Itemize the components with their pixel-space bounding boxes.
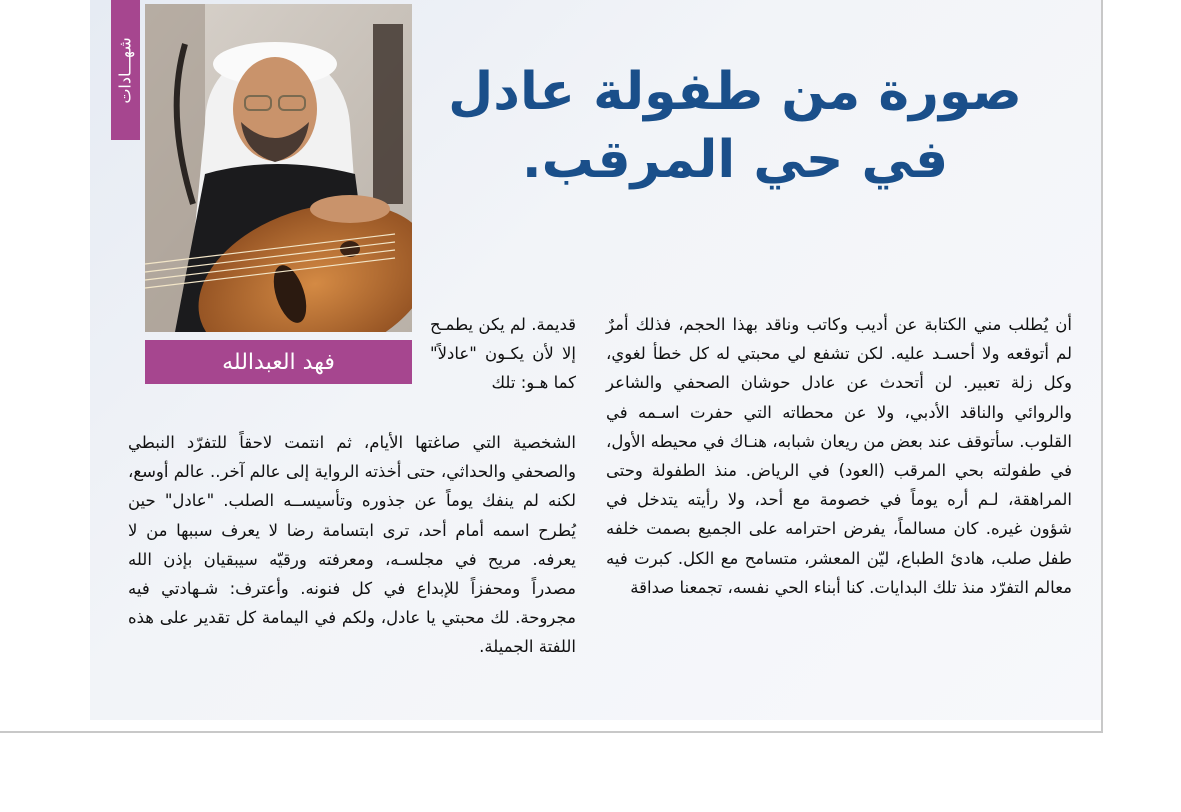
section-tag: [111, 0, 140, 140]
page-border-bottom: [0, 731, 1103, 733]
article-column-left: [128, 428, 576, 662]
article-body-left-top: قديمة. لم يكن يطمـح إلا لأن يكـون "عادلاً" كما هـو: تلك: [430, 315, 576, 393]
author-name-banner: [145, 340, 412, 384]
article-body-right: أن يُطلب مني الكتابة عن أديب وكاتب وناقد بهذا الحجم، فذلك أمرٌ لم أتوقعه ولا أحسـد عليه. لكن تشفع لي محبتي له كل خطأ لغوي، وكل زلة تعبير. لن أتحدث عن عادل حوشان الصحفي والشاعر والروائي والناقد الأدبي، ولا عن محطاته التي حفرت اسـمه في القلوب. سأتوقف عند بعض من ريعان شبابه، هنـاك في محيطه الأول، في طفولته بحي المرقب (العود) في الرياض. منذ الطفولة وحتى المراهقة، لـم أره يوماً في خصومة مع أحد، ولا رأيته يتدخل في شؤون غيره. كان مسالماً، يفرض احترامه على الجميع بصمت خلفه طفل صلب، هادئ الطباع، ليّن المعشر، متسامح مع الكل. كبرت فيه معالم التفرّد منذ تلك البدايات. كنا أبناء الحي نفسه، تجمعنا صداقة: [606, 315, 1072, 597]
headline-line-1: صورة من طفولة عادل: [448, 62, 1022, 122]
author-photo: [145, 4, 412, 332]
section-tag-label: شهـــادات: [116, 36, 136, 104]
article-column-right: [606, 310, 1072, 710]
headline-line-2: في حي المرقب.: [521, 130, 949, 190]
article-headline: [440, 58, 1030, 194]
article-body-left: الشخصية التي صاغتها الأيام، ثم انتمت لاحقاً للتفرّد النبطي والصحفي والحداثي، حتى أخذته الرواية إلى عالم آخر.. عالم أوسع، لكنه لم ينفك يوماً عن جذوره وتأسيســه الصلب. "عادل" حين يُطرح اسمه أمام أحد، ترى ابتسامة رضا لا يعرف سببها من لا يعرفه. مريح في مجلسـه، ومعرفته ورقيّه سيبقيان بإذن الله مصدراً ومحفزاً للإبداع في كل فنونه. وأعترف: شـهادتي فيه مجروحة. لك محبتي يا عادل، ولكم في اليمامة كل تقدير على هذه اللفتة الجميلة.: [128, 433, 576, 657]
author-name: فهد العبدالله: [222, 349, 335, 375]
article-column-left-top: [430, 310, 576, 398]
author-portrait-illustration: [145, 4, 412, 332]
page-border-right: [1101, 0, 1103, 732]
